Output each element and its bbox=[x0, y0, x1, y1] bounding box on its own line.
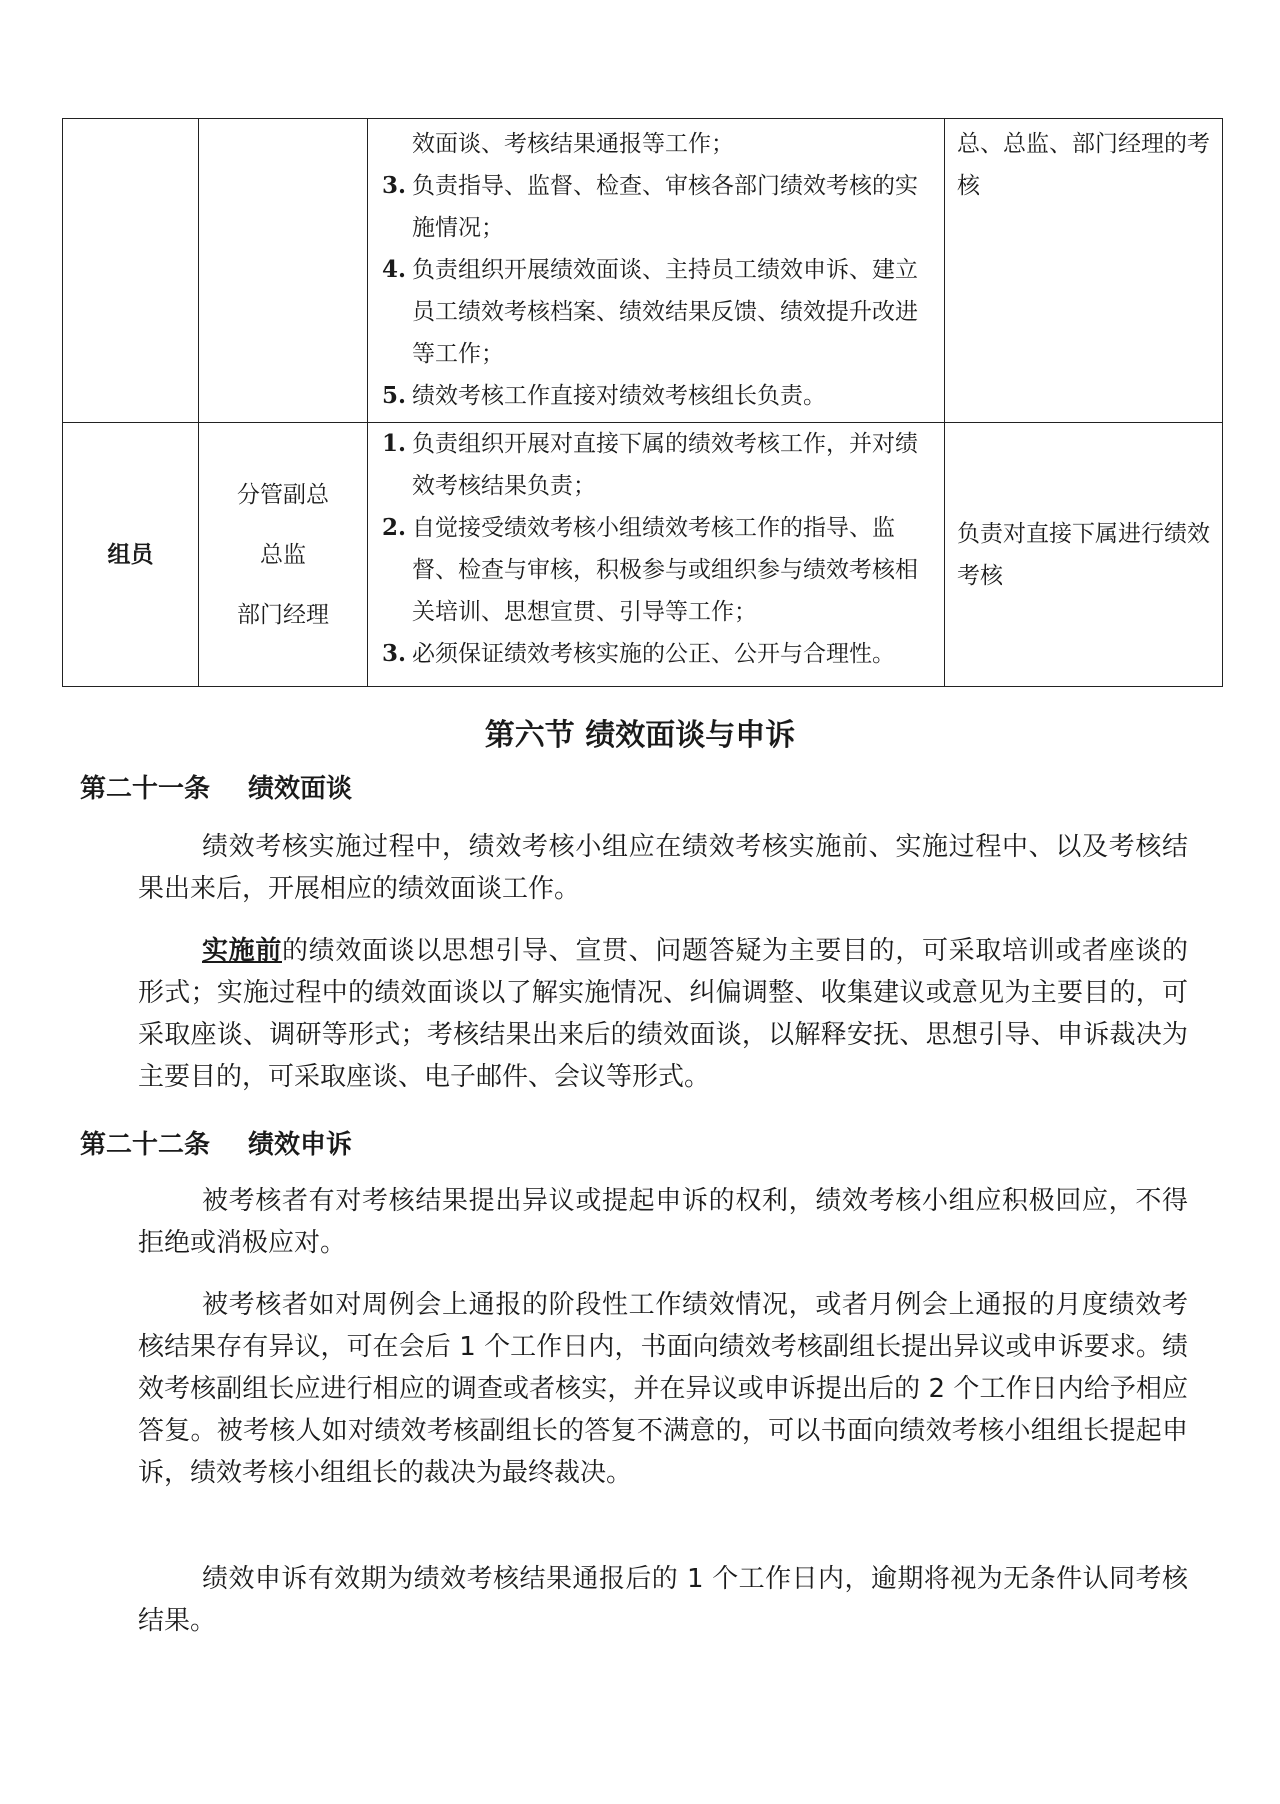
duty-item bbox=[382, 423, 938, 507]
duty-text: 负责组织开展对直接下属的绩效考核工作，并对绩效考核结果负责； bbox=[412, 431, 918, 499]
paragraph: 被考核者有对考核结果提出异议或提起申诉的权利，绩效考核小组应积极回应，不得拒绝或消极应对。 bbox=[138, 1186, 1188, 1258]
duty-number: 1. bbox=[382, 430, 407, 457]
duty-item bbox=[382, 507, 938, 633]
duties-list bbox=[382, 423, 938, 675]
article-heading bbox=[80, 1124, 352, 1161]
article-number: 第二十一条 bbox=[80, 774, 211, 804]
duty-text: 负责指导、监督、检查、审核各部门绩效考核的实施情况； bbox=[412, 173, 918, 241]
position-label: 总监 bbox=[260, 541, 306, 568]
role-cell: 组员 bbox=[63, 423, 199, 687]
positions-cell bbox=[199, 423, 368, 687]
duty-text: 必须保证绩效考核实施的公正、公开与合理性。 bbox=[412, 641, 895, 667]
paragraph: 被考核者如对周例会上通报的阶段性工作绩效情况，或者月例会上通报的月度绩效考核结果存有异议，可在会后 1 个工作日内，书面向绩效考核副组长提出异议或申诉要求。绩效考核副组长应进行相应的调查或者核实，并在异议或申诉提出后的 2 个工作日内给予相应答复。被考核人如对绩效考核副组长的答复不满意的，可以书面向绩效考核小组组长提起申诉，绩效考核小组组长的裁决为最终裁决。 bbox=[138, 1290, 1188, 1488]
duty-number: 5. bbox=[382, 382, 407, 409]
article-number: 第二十二条 bbox=[80, 1130, 211, 1160]
note-cell: 总、总监、部门经理的考核 bbox=[945, 119, 1223, 423]
duty-item bbox=[382, 249, 938, 375]
position-label: 分管副总 bbox=[237, 481, 329, 508]
duty-item bbox=[382, 123, 938, 165]
duties-list bbox=[382, 123, 938, 417]
article-heading bbox=[80, 768, 352, 805]
positions-cell bbox=[199, 119, 368, 423]
duty-number: 4. bbox=[382, 256, 407, 283]
duty-text: 效面谈、考核结果通报等工作； bbox=[412, 131, 734, 157]
table-row bbox=[63, 423, 1223, 687]
section-title: 第六节 绩效面谈与申诉 bbox=[484, 718, 796, 753]
duties-cell bbox=[368, 423, 945, 687]
duty-item bbox=[382, 165, 938, 249]
duty-number: 2. bbox=[382, 514, 407, 541]
paragraph: 绩效申诉有效期为绩效考核结果通报后的 1 个工作日内，逾期将视为无条件认同考核结果。 bbox=[138, 1564, 1188, 1636]
emphasis-text: 实施前 bbox=[202, 936, 282, 966]
role-cell bbox=[63, 119, 199, 423]
duty-text: 绩效考核工作直接对绩效考核组长负责。 bbox=[412, 383, 826, 409]
paragraph: 绩效考核实施过程中，绩效考核小组应在绩效考核实施前、实施过程中、以及考核结果出来后，开展相应的绩效面谈工作。 bbox=[138, 832, 1188, 904]
duty-text: 自觉接受绩效考核小组绩效考核工作的指导、监督、检查与审核，积极参与或组织参与绩效考核相关培训、思想宣贯、引导等工作； bbox=[412, 515, 918, 625]
article-title: 绩效申诉 bbox=[248, 1130, 353, 1160]
duty-number: 3. bbox=[382, 172, 407, 199]
paragraph-text: 的绩效面谈以思想引导、宣贯、问题答疑为主要目的，可采取培训或者座谈的形式；实施过程中的绩效面谈以了解实施情况、纠偏调整、收集建议或意见为主要目的，可采取座谈、调研等形式；考核结果出来后的绩效面谈，以解释安抚、思想引导、申诉裁决为主要目的，可采取座谈、电子邮件、会议等形式。 bbox=[138, 936, 1188, 1092]
roles-table bbox=[62, 118, 1223, 687]
duty-item bbox=[382, 375, 938, 417]
duty-text: 负责组织开展绩效面谈、主持员工绩效申诉、建立员工绩效考核档案、绩效结果反馈、绩效提升改进等工作； bbox=[412, 257, 918, 367]
duty-item bbox=[382, 633, 938, 675]
article-title: 绩效面谈 bbox=[248, 774, 353, 804]
position-label: 部门经理 bbox=[237, 601, 329, 628]
table-row bbox=[63, 119, 1223, 423]
duty-number: 3. bbox=[382, 640, 407, 667]
note-cell: 负责对直接下属进行绩效考核 bbox=[945, 423, 1223, 687]
paragraph bbox=[138, 930, 1188, 1098]
duties-cell bbox=[368, 119, 945, 423]
